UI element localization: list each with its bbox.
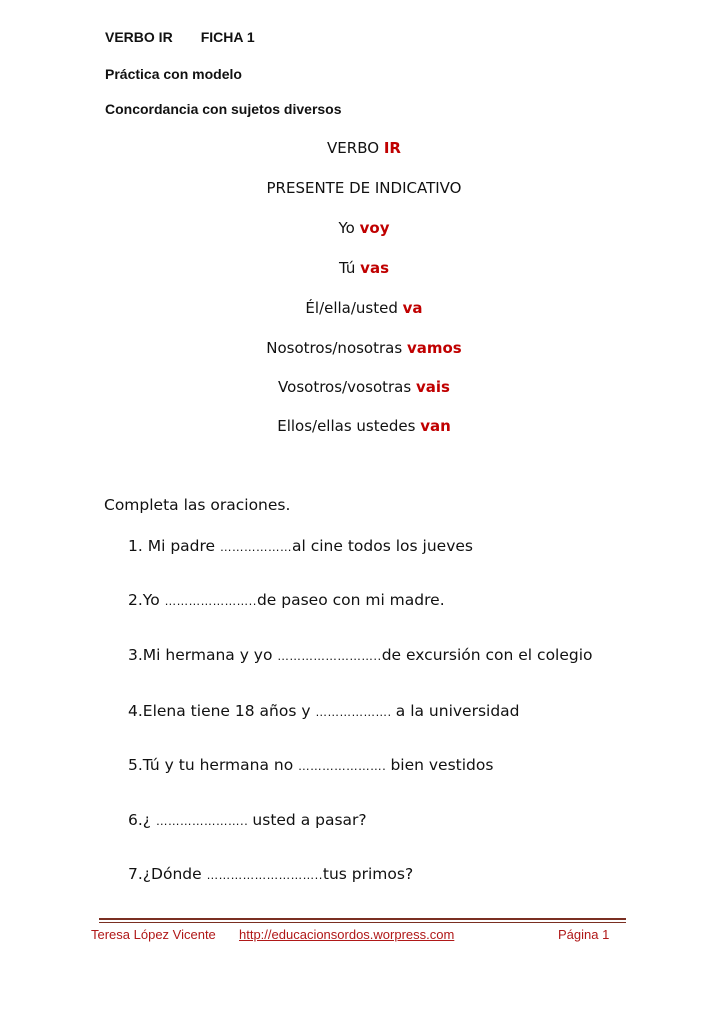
tense-heading: PRESENTE DE INDICATIVO	[266, 179, 462, 197]
conjugation-row	[0, 378, 728, 396]
footer-divider-thin	[99, 922, 626, 923]
conjugation-form: va	[402, 299, 423, 317]
blank-dots: …………………..	[155, 814, 253, 828]
footer-divider	[99, 918, 626, 920]
conjugation-form: vais	[415, 378, 450, 396]
verb-name: IR	[383, 139, 401, 157]
blank-dots: ………………………..	[206, 868, 323, 882]
exercise-item: 5.Tú y tu hermana no …………………. bien vestidos	[128, 756, 494, 774]
footer-page-number: Página 1	[558, 927, 610, 942]
verb-heading: VERBO IR	[327, 139, 401, 157]
conjugation-subject: Tú	[339, 259, 361, 277]
conjugation-row	[0, 259, 728, 277]
item-number: 4.	[128, 702, 143, 720]
header-sheet: FICHA 1	[200, 29, 255, 45]
blank-dots: …………………..	[164, 594, 257, 608]
conjugation-subject: Ellos/ellas ustedes	[277, 417, 421, 435]
header-topic: Concordancia con sujetos diversos	[105, 101, 342, 117]
conjugation-subject: Nosotros/nosotras	[266, 339, 407, 357]
conjugation-form: vamos	[406, 339, 462, 357]
conjugation-subject: Él/ella/usted	[305, 299, 403, 317]
conjugation-form: voy	[359, 219, 390, 237]
conjugation-row	[0, 219, 728, 237]
item-number: 2.	[128, 591, 143, 609]
exercise-item: 2.Yo …………………..de paseo con mi madre.	[128, 591, 445, 609]
item-number: 5.	[128, 756, 143, 774]
exercise-instruction: Completa las oraciones.	[104, 496, 291, 514]
conjugation-row	[0, 299, 728, 317]
conjugation-row	[0, 417, 728, 435]
exercise-item: 1. Mi padre ………………al cine todos los jueves	[128, 537, 473, 555]
blank-dots: ………………	[220, 540, 292, 554]
conjugation-form: vas	[360, 259, 389, 277]
conjugation-form: van	[420, 417, 451, 435]
item-number: 3.	[128, 646, 143, 664]
exercise-item: 3.Mi hermana y yo ……………………..de excursión con el colegio	[128, 646, 593, 664]
item-number: 7.	[128, 865, 143, 883]
conjugation-subject: Vosotros/vosotras	[278, 378, 416, 396]
exercise-item: 6.¿ ………………….. usted a pasar?	[128, 811, 367, 829]
exercise-item: 4.Elena tiene 18 años y ………………. a la universidad	[128, 702, 520, 720]
footer-url-link[interactable]: http://educacionsordos.worpress.com	[239, 927, 455, 942]
footer-author: Teresa López Vicente	[91, 927, 216, 942]
header-title-line	[105, 29, 255, 45]
item-number: 6.	[128, 811, 143, 829]
header-subtitle: Práctica con modelo	[105, 66, 242, 82]
exercise-item: 7.¿Dónde ………………………..tus primos?	[128, 865, 414, 883]
blank-dots: ……………………..	[277, 649, 382, 663]
item-number: 1.	[128, 537, 148, 555]
header-title: VERBO IR	[105, 29, 173, 45]
blank-dots: ……………….	[315, 705, 396, 719]
blank-dots: ………………….	[298, 759, 391, 773]
conjugation-row	[0, 339, 728, 357]
conjugation-subject: Yo	[338, 219, 360, 237]
